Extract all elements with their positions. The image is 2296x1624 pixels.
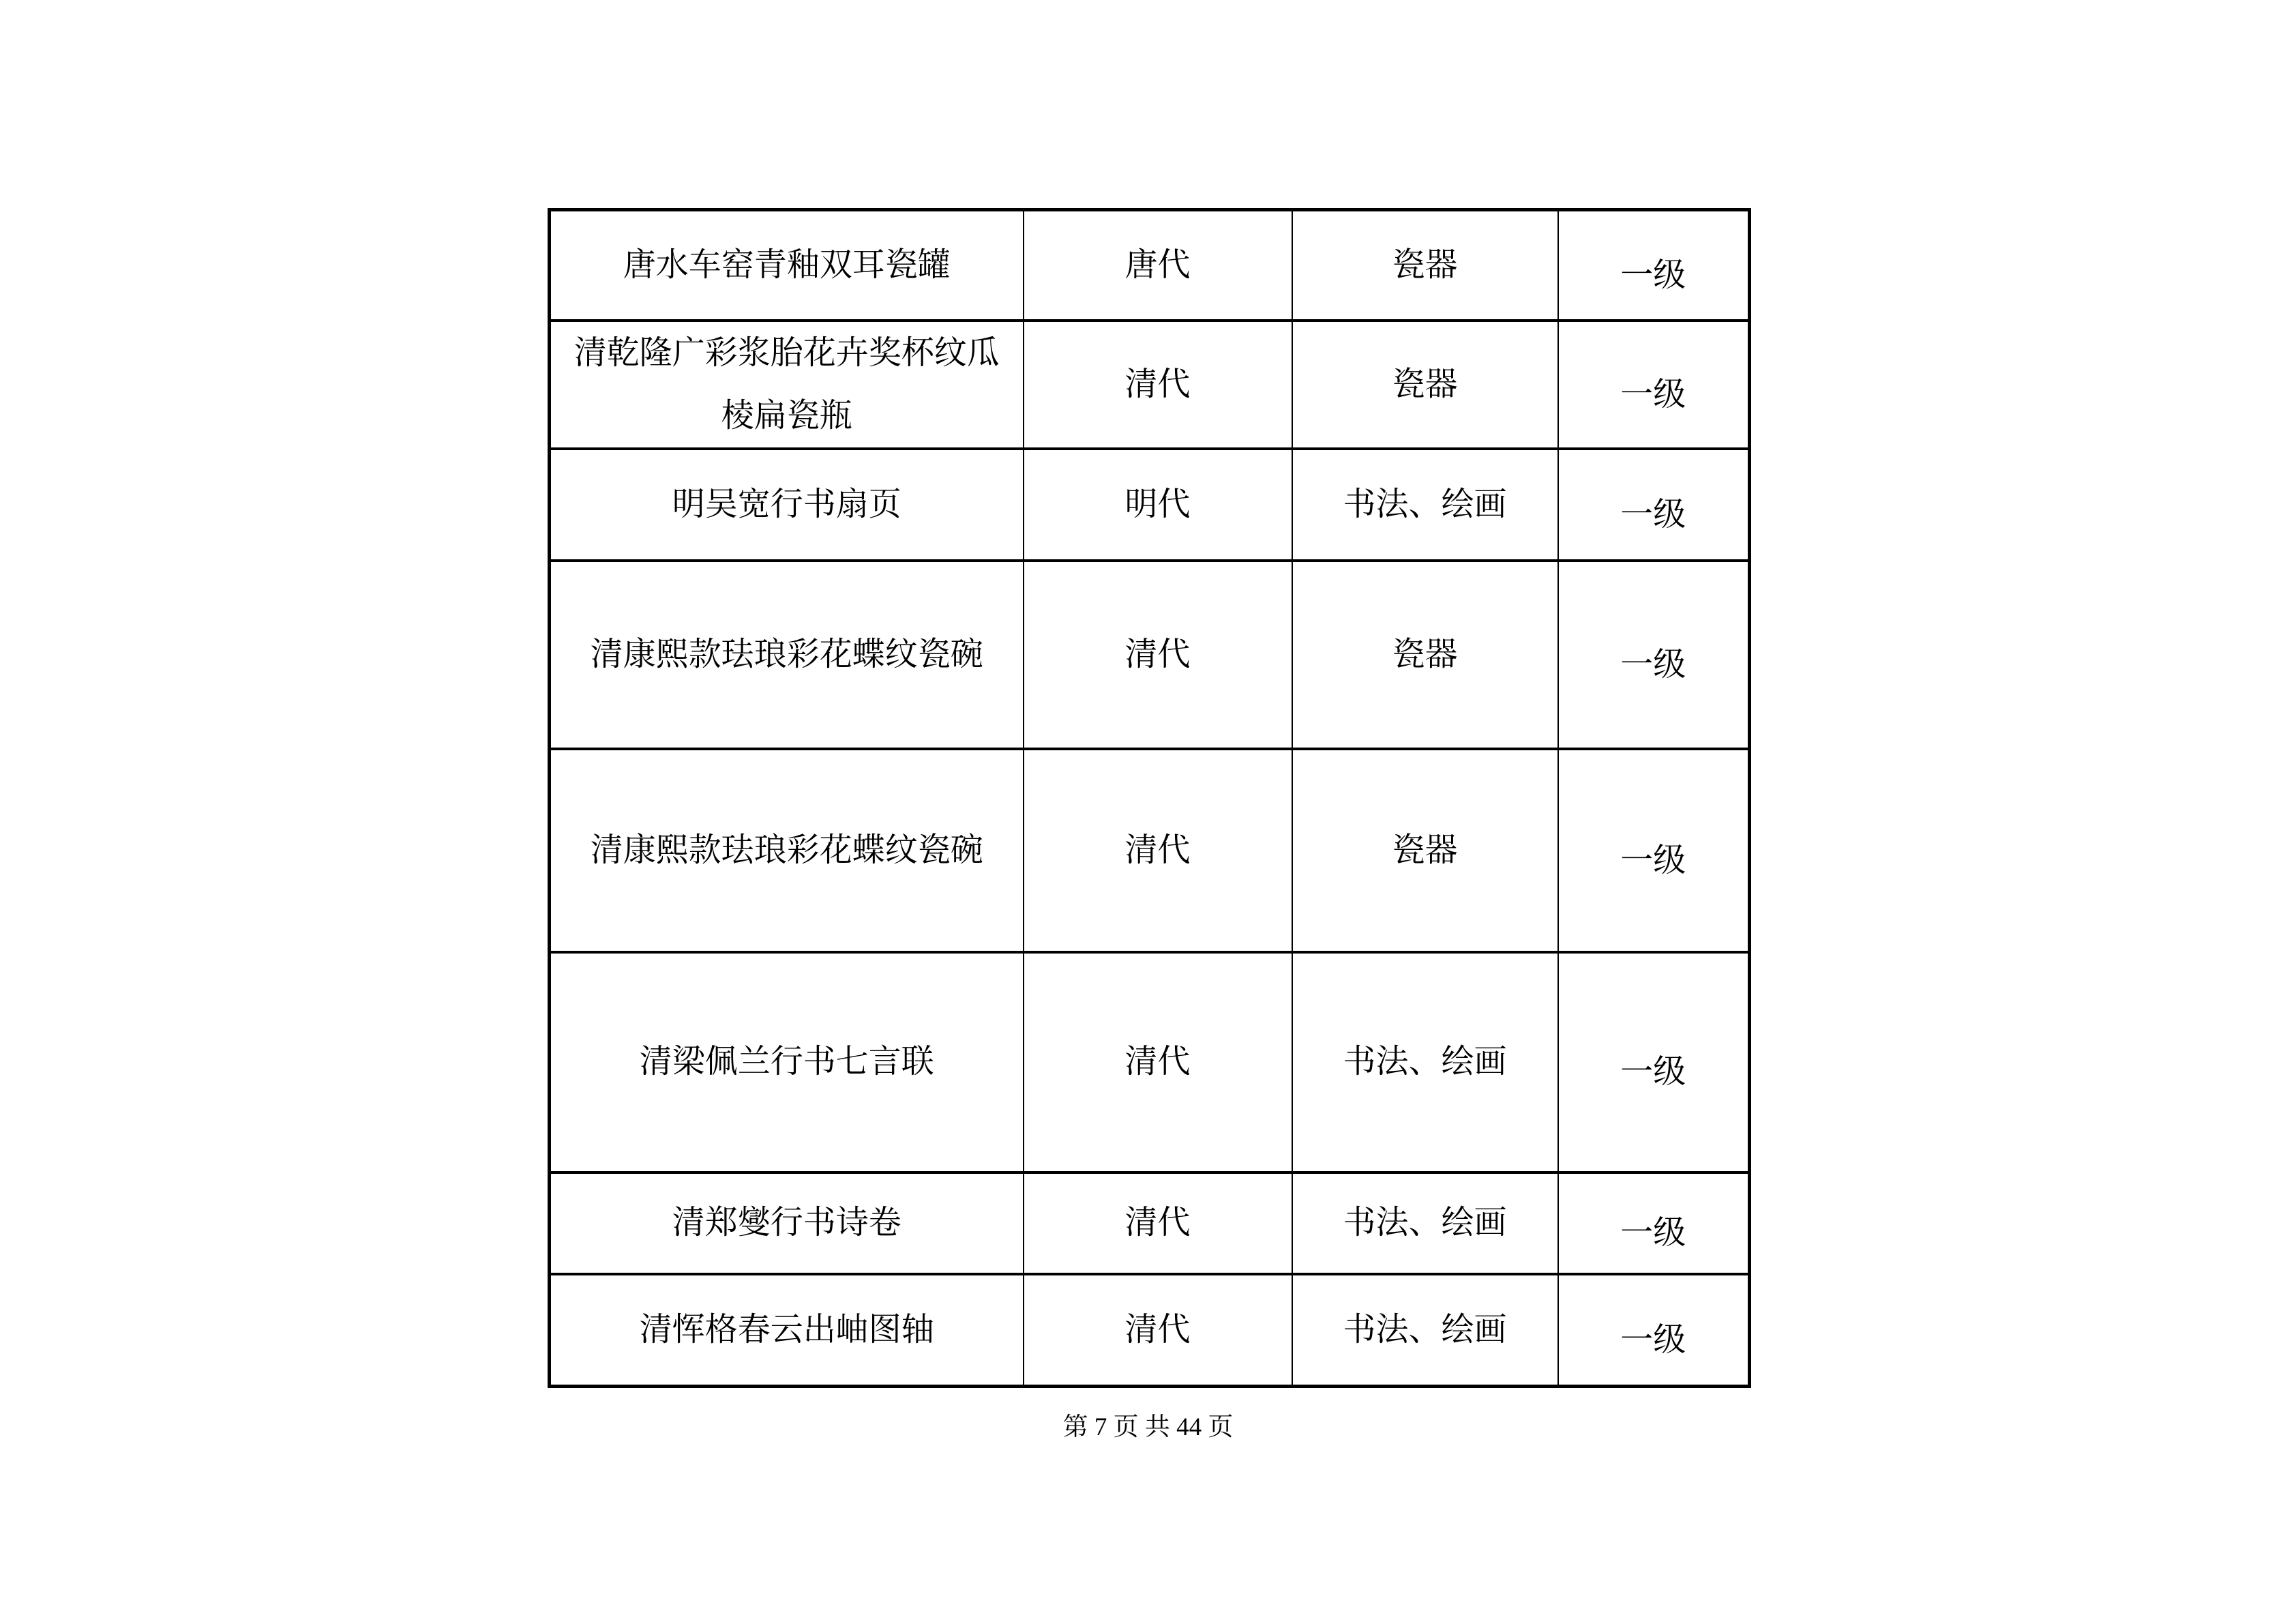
era: 清代 bbox=[1124, 1044, 1191, 1080]
grade-cell bbox=[1558, 321, 1750, 449]
table-row bbox=[550, 749, 1750, 952]
era-cell bbox=[1024, 952, 1292, 1172]
era-cell bbox=[1024, 561, 1292, 749]
table-row bbox=[550, 321, 1750, 449]
era-cell bbox=[1024, 1274, 1292, 1387]
era: 清代 bbox=[1124, 831, 1191, 868]
grade: 一级 bbox=[1620, 1054, 1686, 1090]
grade-cell bbox=[1558, 1274, 1750, 1387]
category: 瓷器 bbox=[1392, 366, 1458, 402]
relic-name-cell bbox=[550, 1172, 1024, 1274]
category: 书法、绘画 bbox=[1343, 1044, 1507, 1080]
grade-cell bbox=[1558, 952, 1750, 1172]
relic-name-cell bbox=[550, 561, 1024, 749]
grade-cell bbox=[1558, 1172, 1750, 1274]
table-row bbox=[550, 952, 1750, 1172]
era-cell bbox=[1024, 1172, 1292, 1274]
page-number-footer: 第 7 页 共 44 页 bbox=[1062, 1413, 1234, 1441]
table-row bbox=[550, 449, 1750, 561]
era: 清代 bbox=[1124, 1311, 1191, 1348]
relic-name-cell bbox=[550, 449, 1024, 561]
era: 唐代 bbox=[1124, 246, 1191, 283]
era-cell bbox=[1024, 449, 1292, 561]
grade: 一级 bbox=[1620, 1215, 1686, 1251]
relic-name: 清郑燮行书诗卷 bbox=[672, 1205, 901, 1241]
relic-name-cell bbox=[550, 749, 1024, 952]
category-cell bbox=[1292, 749, 1558, 952]
category: 书法、绘画 bbox=[1343, 1311, 1507, 1348]
category: 瓷器 bbox=[1392, 831, 1458, 868]
relic-name: 清康熙款珐琅彩花蝶纹瓷碗 bbox=[590, 636, 983, 673]
category-cell bbox=[1292, 952, 1558, 1172]
relic-name-cell bbox=[550, 1274, 1024, 1387]
relic-name: 清恽格春云出岫图轴 bbox=[639, 1311, 934, 1348]
table-row bbox=[550, 561, 1750, 749]
category-cell bbox=[1292, 449, 1558, 561]
era: 明代 bbox=[1124, 486, 1191, 522]
relic-name: 清康熙款珐琅彩花蝶纹瓷碗 bbox=[590, 831, 983, 868]
era-cell bbox=[1024, 321, 1292, 449]
table-row bbox=[550, 210, 1750, 321]
category: 书法、绘画 bbox=[1343, 1205, 1507, 1241]
grade-cell bbox=[1558, 749, 1750, 952]
table-row bbox=[550, 1274, 1750, 1387]
category-cell bbox=[1292, 210, 1558, 321]
grade-cell bbox=[1558, 210, 1750, 321]
era-cell bbox=[1024, 210, 1292, 321]
category-cell bbox=[1292, 1172, 1558, 1274]
relic-name: 唐水车窑青釉双耳瓷罐 bbox=[623, 246, 951, 283]
grade: 一级 bbox=[1620, 496, 1686, 533]
grade: 一级 bbox=[1620, 646, 1686, 683]
relic-name: 清梁佩兰行书七言联 bbox=[639, 1044, 934, 1080]
category-cell bbox=[1292, 1274, 1558, 1387]
category-cell bbox=[1292, 321, 1558, 449]
relic-name-cell bbox=[550, 952, 1024, 1172]
category: 书法、绘画 bbox=[1343, 486, 1507, 522]
table-row bbox=[550, 1172, 1750, 1274]
grade: 一级 bbox=[1620, 376, 1686, 413]
grade-cell bbox=[1558, 449, 1750, 561]
category: 瓷器 bbox=[1392, 636, 1458, 673]
grade: 一级 bbox=[1620, 256, 1686, 293]
relic-name-cell bbox=[550, 321, 1024, 449]
era-cell bbox=[1024, 749, 1292, 952]
relic-name: 清乾隆广彩浆胎花卉奖杯纹瓜棱扁瓷瓶 bbox=[573, 334, 1000, 434]
grade: 一级 bbox=[1620, 1321, 1686, 1358]
category-cell bbox=[1292, 561, 1558, 749]
grade: 一级 bbox=[1620, 842, 1686, 879]
relic-name: 明吴宽行书扇页 bbox=[672, 486, 901, 522]
era: 清代 bbox=[1124, 1205, 1191, 1241]
relics-table bbox=[548, 208, 1751, 1388]
relic-name-cell bbox=[550, 210, 1024, 321]
category: 瓷器 bbox=[1392, 246, 1458, 283]
grade-cell bbox=[1558, 561, 1750, 749]
era: 清代 bbox=[1124, 636, 1191, 673]
era: 清代 bbox=[1124, 366, 1191, 402]
